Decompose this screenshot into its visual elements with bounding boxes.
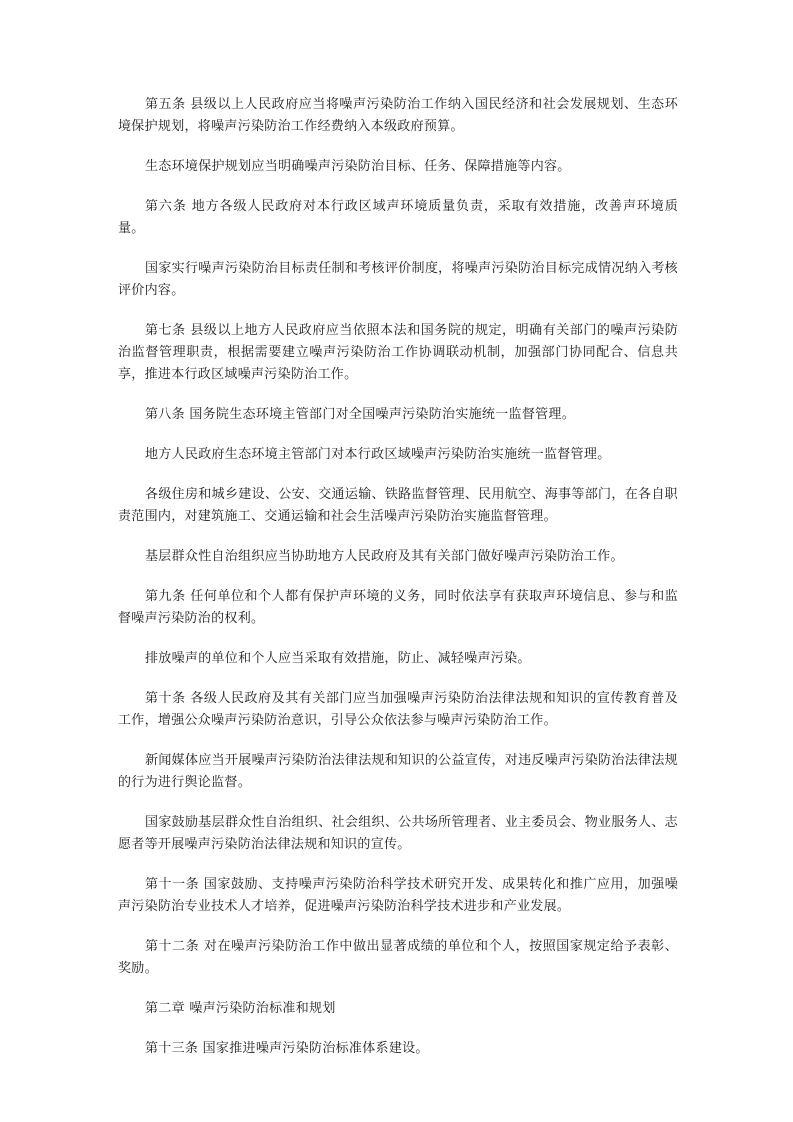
paragraph-news-media: 新闻媒体应当开展噪声污染防治法律法规和知识的公益宣传，对违反噪声污染防治法律法规的行为进行舆论监督。 xyxy=(118,753,678,790)
paragraph-article-12: 第十二条 对在噪声污染防治工作中做出显著成绩的单位和个人，按照国家规定给予表彰、奖励。 xyxy=(118,939,678,976)
paragraph-eco-plan: 生态环境保护规划应当明确噪声污染防治目标、任务、保障措施等内容。 xyxy=(145,159,571,174)
paragraph-article-11: 第十一条 国家鼓励、支持噪声污染防治科学技术研究开发、成果转化和推广应用，加强噪声污染防治专业技术人才培养，促进噪声污染防治科学技术进步和产业发展。 xyxy=(118,877,678,914)
paragraph-article-9: 第九条 任何单位和个人都有保护声环境的义务，同时依法享有获取声环境信息、参与和监督噪声污染防治的权利。 xyxy=(118,589,678,626)
paragraph-article-6: 第六条 地方各级人民政府对本行政区域声环境质量负责，采取有效措施，改善声环境质量。 xyxy=(118,199,678,236)
paragraph-article-7: 第七条 县级以上地方人民政府应当依照本法和国务院的规定，明确有关部门的噪声污染防治监督管理职责，根据需要建立噪声污染防治工作协调联动机制，加强部门协同配合、信息共享，推进本行政区域噪声污染防治工作。 xyxy=(118,323,678,382)
paragraph-departments: 各级住房和城乡建设、公安、交通运输、铁路监督管理、民用航空、海事等部门，在各自职责范围内，对建筑施工、交通运输和社会生活噪声污染防治实施监督管理。 xyxy=(118,487,678,524)
paragraph-grassroots: 基层群众性自治组织应当协助地方人民政府及其有关部门做好噪声污染防治工作。 xyxy=(145,549,624,564)
chapter-2-heading: 第二章 噪声污染防治标准和规划 xyxy=(145,1001,336,1016)
paragraph-article-5: 第五条 县级以上人民政府应当将噪声污染防治工作纳入国民经济和社会发展规划、生态环境保护规划，将噪声污染防治工作经费纳入本级政府预算。 xyxy=(118,97,678,134)
document-body xyxy=(118,94,678,1078)
paragraph-article-10: 第十条 各级人民政府及其有关部门应当加强噪声污染防治法律法规和知识的宣传教育普及工作，增强公众噪声污染防治意识，引导公众依法参与噪声污染防治工作。 xyxy=(118,691,678,728)
paragraph-emitters: 排放噪声的单位和个人应当采取有效措施，防止、减轻噪声污染。 xyxy=(145,651,531,666)
paragraph-responsibility-system: 国家实行噪声污染防治目标责任制和考核评价制度，将噪声污染防治目标完成情况纳入考核评价内容。 xyxy=(118,261,678,298)
paragraph-local-supervision: 地方人民政府生态环境主管部门对本行政区域噪声污染防治实施统一监督管理。 xyxy=(145,447,611,462)
paragraph-encourage-publicity: 国家鼓励基层群众性自治组织、社会组织、公共场所管理者、业主委员会、物业服务人、志愿者等开展噪声污染防治法律法规和知识的宣传。 xyxy=(118,815,678,852)
paragraph-article-13: 第十三条 国家推进噪声污染防治标准体系建设。 xyxy=(145,1041,429,1056)
paragraph-article-8: 第八条 国务院生态环境主管部门对全国噪声污染防治实施统一监督管理。 xyxy=(145,407,576,422)
